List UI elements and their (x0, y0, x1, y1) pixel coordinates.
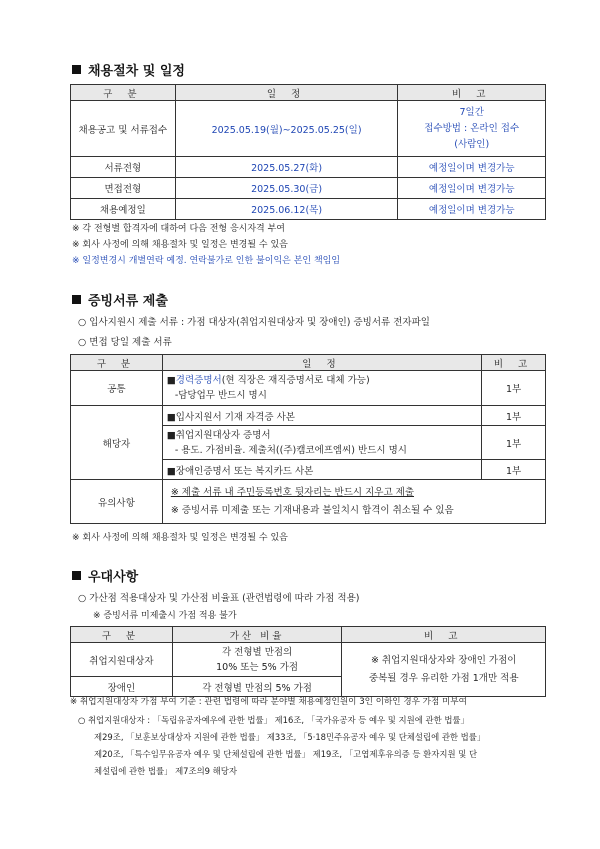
header-schedule: 일 정 (162, 355, 481, 371)
row-rate: 각 전형별 만점의 5% 가점 (172, 677, 342, 697)
row-note: 예정일이며 변경가능 (398, 178, 546, 199)
preference-table (70, 626, 546, 697)
table-header-row (71, 627, 546, 643)
table-row (71, 406, 546, 426)
square-bullet-icon (72, 571, 81, 580)
row-doc: ■입사지원서 기재 자격증 사본 (162, 406, 481, 426)
table-row (71, 101, 546, 157)
table-header-row (71, 355, 546, 371)
row-label-applicable: 해당자 (71, 406, 163, 480)
header-category: 구 분 (71, 355, 163, 371)
square-bullet-icon (72, 295, 81, 304)
row-count: 1부 (482, 460, 546, 480)
row-remark: ※ 취업지원대상자와 장애인 가점이 중복될 경우 유리한 가점 1개만 적용 (342, 643, 546, 697)
table-header-row (71, 85, 546, 101)
table-row (71, 643, 546, 677)
square-bullet-icon (72, 65, 81, 74)
table-row (71, 157, 546, 178)
preference-subnote: ※ 증빙서류 미제출시 가점 적용 불가 (93, 611, 237, 621)
row-doc: ■경력증명서(현 직장은 재직증명서로 대체 가능) -담당업무 반드시 명시 (162, 371, 481, 406)
header-category: 구 분 (71, 627, 173, 643)
header-remarks: 비 고 (342, 627, 546, 643)
row-rate: 각 전형별 만점의 10% 또는 5% 가점 (172, 643, 342, 677)
preference-item: ○ 가산점 적용대상자 및 가산점 비율표 (관련법령에 따라 가점 적용) (78, 593, 360, 604)
documents-item-online: ○ 입사지원시 제출 서류 : 가점 대상자(취업지원대상자 및 장애인) 증빙서류 전자파일 (78, 317, 430, 328)
row-doc: ■장애인증명서 또는 복지카드 사본 (162, 460, 481, 480)
table-row (71, 199, 546, 220)
row-label: 취업지원대상자 (71, 643, 173, 677)
row-label: 면접전형 (71, 178, 176, 199)
section-title-documents: 증빙서류 제출 (72, 290, 168, 309)
header-remarks: 비 고 (398, 85, 546, 101)
caution-text: ※ 제출 서류 내 주민등록번호 뒷자리는 반드시 지우고 제출 ※ 증빙서류 미제출 또는 기재내용과 불일치시 합격이 취소될 수 있음 (162, 480, 545, 524)
row-note: 예정일이며 변경가능 (398, 199, 546, 220)
row-note: 7일간 접수방법 : 온라인 접수 (사람인) (398, 101, 546, 157)
documents-note: ※ 회사 사정에 의해 채용절차 및 일정은 변경될 수 있음 (72, 533, 288, 543)
row-date: 2025.05.30(금) (175, 178, 398, 199)
preference-footnote: ※ 취업지원대상자 가점 부여 기준 : 관련 법령에 따라 분야별 채용예정인원이 3인 이하인 경우 가점 미부여 (70, 697, 467, 707)
documents-item-interview: ○ 면접 당일 제출 서류 (78, 337, 172, 348)
section-title-preference: 우대사항 (72, 566, 138, 585)
row-doc: ■취업지원대상자 증명서 - 용도. 가점비율. 제출처((주)캠코에프엠씨) 반드시 명시 (162, 426, 481, 460)
row-date: 2025.05.27(화) (175, 157, 398, 178)
row-label: 채용공고 및 서류접수 (71, 101, 176, 157)
schedule-table (70, 84, 546, 220)
row-label-common: 공통 (71, 371, 163, 406)
header-remarks: 비 고 (482, 355, 546, 371)
schedule-notes: ※ 각 전형별 합격자에 대하여 다음 전형 응시자격 부여 ※ 회사 사정에 의해 채용절차 및 일정은 변경될 수 있음 ※ 일정변경시 개별연락 예정. 연락불가로 인한 불이익은 본인 책임임 (72, 224, 341, 266)
law-list: ○ 취업지원대상자 : 「독립유공자예우에 관한 법률」 제16조, 「국가유공자 등 예우 및 지원에 관한 법률」 제29조, 「보훈보상대상자 지원에 관한 법률」 제33조, 「5·18민주유공자 예우 및 단체설립에 관한 법률」 제20조, 「특수임무유공자 예우 및 단체설립에 관한 법률」 제19조, 「고엽제후유의증 등 환자지원 및 단 체설립에 관한 법률」 제7조의9 해당자 (78, 715, 486, 776)
documents-table (70, 354, 546, 524)
row-count: 1부 (482, 406, 546, 426)
row-date: 2025.05.19(월)~2025.05.25(일) (175, 101, 398, 157)
row-label: 서류전형 (71, 157, 176, 178)
row-note: 예정일이며 변경가능 (398, 157, 546, 178)
table-row (71, 371, 546, 406)
header-category: 구 분 (71, 85, 176, 101)
row-date: 2025.06.12(목) (175, 199, 398, 220)
row-count: 1부 (482, 371, 546, 406)
header-rate: 가산 비율 (172, 627, 342, 643)
row-label: 채용예정일 (71, 199, 176, 220)
table-row (71, 480, 546, 524)
section-title-schedule: 채용절차 및 일정 (72, 60, 185, 79)
header-schedule: 일 정 (175, 85, 398, 101)
table-row (71, 178, 546, 199)
row-count: 1부 (482, 426, 546, 460)
row-label-caution: 유의사항 (71, 480, 163, 524)
row-label: 장애인 (71, 677, 173, 697)
